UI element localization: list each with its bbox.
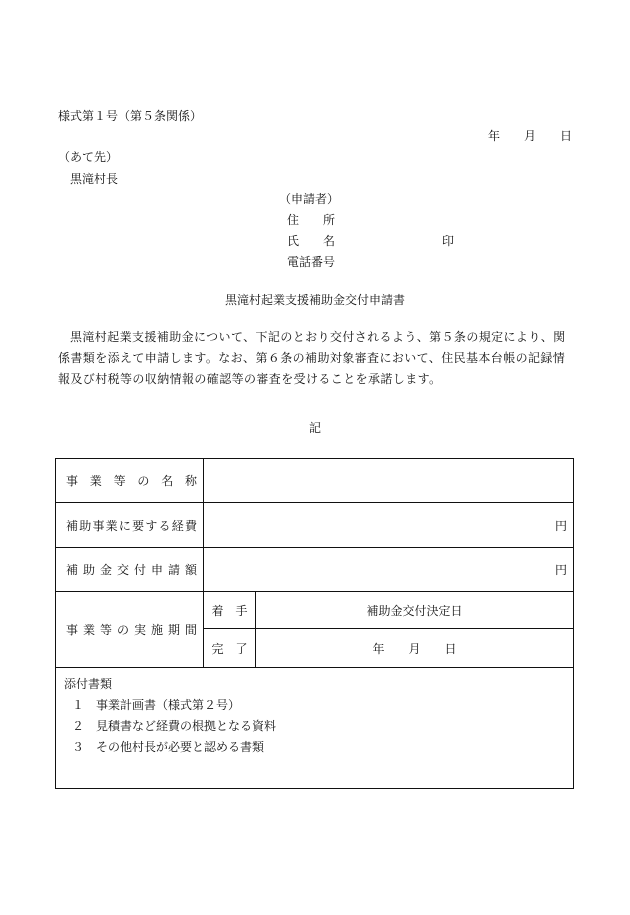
address-label: 住 所 (287, 213, 336, 227)
form-number: 様式第１号（第５条関係） (58, 109, 203, 123)
addressee-label: （あて先） (58, 150, 119, 164)
amount-field[interactable] (204, 548, 574, 592)
applicant-heading: （申請者） (279, 192, 340, 206)
start-value: 補助金交付決定日 (256, 592, 574, 629)
amount-unit: 円 (554, 563, 567, 577)
seal-mark: 印 (442, 234, 455, 248)
document-title: 黒滝村起業支援補助金交付申請書 (224, 293, 405, 307)
end-value[interactable]: 年 月 日 (256, 629, 574, 668)
body-paragraph: 黒滝村起業支援補助金について、下記のとおり交付されるよう、第５条の規定により、関係書類を添えて申請します。なお、第６条の補助対象審査において、住民基本台帳の記録情報及び村税等の収納情報の確認等の審査を受けることを承諾します。 (58, 330, 566, 386)
attachment-item: ３ その他村長が必要と認める書類 (72, 740, 265, 754)
cost-label: 補助事業に要する経費 (56, 503, 204, 548)
addressee: 黒滝村長 (70, 172, 119, 186)
application-table (55, 458, 574, 789)
attachments-cell (56, 668, 574, 789)
name-label: 氏 名 (287, 234, 336, 248)
amount-label: 補助金交付申請額 (56, 548, 204, 592)
period-label: 事業等の実施期間 (56, 592, 204, 668)
ki-mark: 記 (309, 421, 322, 435)
cost-field[interactable] (204, 503, 574, 548)
date-line: 年 月 日 (488, 129, 573, 143)
attachments-label: 添付書類 (64, 677, 113, 691)
attachment-item: １ 事業計画書（様式第２号） (72, 698, 241, 712)
end-label: 完 了 (204, 629, 256, 668)
attachment-item: ２ 見積書など経費の根拠となる資料 (72, 719, 277, 733)
cost-unit: 円 (554, 518, 567, 533)
start-label: 着 手 (204, 592, 256, 629)
business-name-label: 事業等の名称 (56, 459, 204, 503)
phone-label: 電話番号 (287, 255, 336, 269)
business-name-field[interactable] (204, 459, 574, 503)
